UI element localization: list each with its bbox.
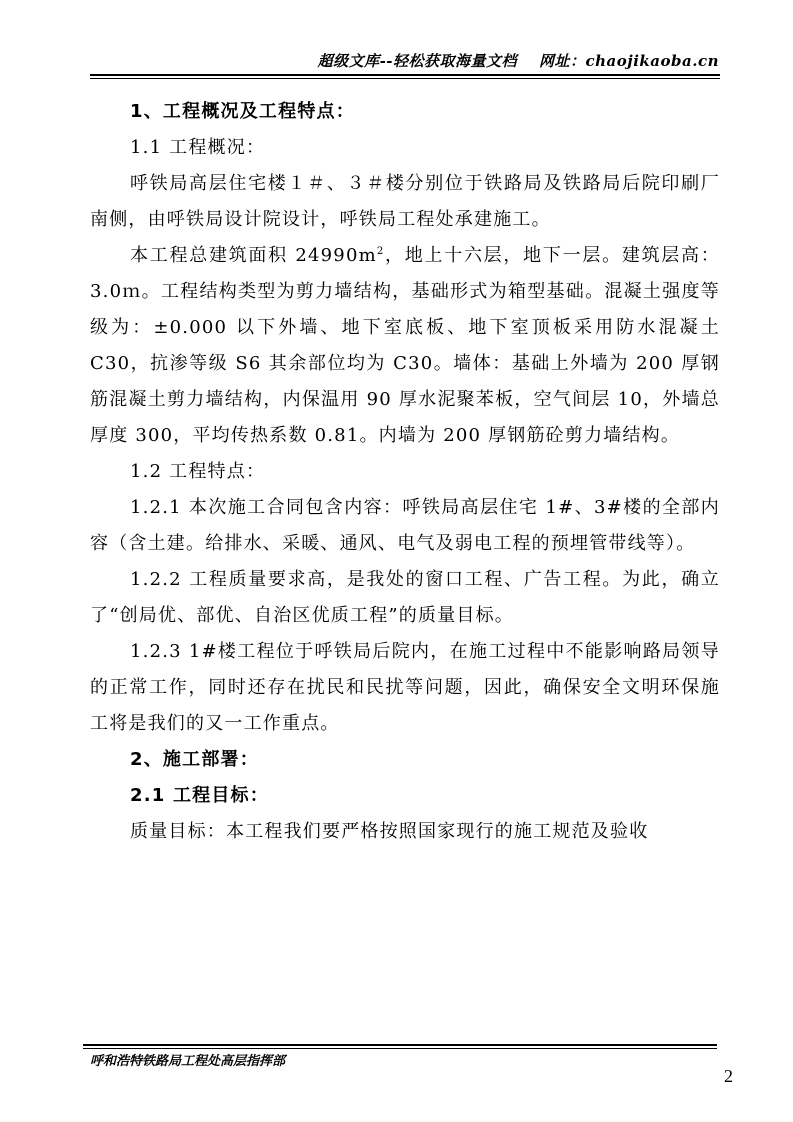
text-specs: ，地上十六层，地下一层。建筑层高：3.0ｍ。工程结构类型为剪力墙结构，基础形式为箱型基础。混凝土强度等级为：±0.000 以下外墙、地下室底板、地下室顶板采用防水混凝土 C30，抗渗等级 S6 其余部位均为 C30。墙体：基础上外墙为 200 厚钢筋混凝土剪力墙结构，内保温用 90 厚水泥聚苯板，空气间层 10，外墙总厚度 300，平均传热系数 0.81。内墙为 200 厚钢筋砼剪力墙结构。 bbox=[90, 245, 720, 446]
paragraph-quality-goal: 质量目标：本工程我们要严格按照国家现行的施工规范及验收 bbox=[130, 821, 649, 842]
superscript: 2 bbox=[376, 246, 385, 257]
document-body bbox=[90, 94, 720, 850]
paragraph-building-specs bbox=[90, 238, 720, 454]
section-heading-2: 2、施工部署： bbox=[130, 749, 259, 770]
section-heading-1: 1、工程概况及工程特点： bbox=[130, 101, 355, 122]
header-rule bbox=[90, 74, 720, 79]
page-number: 2 bbox=[724, 1066, 733, 1086]
subsection-heading-1-2: 1.2 工程特点： bbox=[130, 461, 266, 482]
paragraph-1-2-1: 1.2.1 本次施工合同包含内容：呼铁局高层住宅 1#、3#楼的全部内容（含土建。给排水、采暖、通风、电气及弱电工程的预埋管带线等）。 bbox=[90, 497, 720, 554]
header-url: 网址：chaojikaoba.cn bbox=[539, 52, 719, 70]
header-site-title: 超级文库--轻松获取海量文档 bbox=[317, 52, 518, 70]
subsection-heading-2-1: 2.1 工程目标： bbox=[130, 785, 269, 806]
footer-org: 呼和浩特铁路局工程处高层指挥部 bbox=[90, 1054, 286, 1069]
paragraph-1-2-3: 1.2.3 1#楼工程位于呼铁局后院内，在施工过程中不能影响路局领导的正常工作，同时还存在扰民和民扰等问题，因此，确保安全文明环保施工将是我们的又一工作重点。 bbox=[90, 641, 720, 734]
page-header bbox=[318, 50, 719, 71]
paragraph-1-2-2: 1.2.2 工程质量要求高，是我处的窗口工程、广告工程。为此，确立了“创局优、部优、自治区优质工程”的质量目标。 bbox=[90, 569, 720, 626]
text-area: 本工程总建筑面积 24990m bbox=[130, 245, 377, 266]
footer-rule bbox=[83, 1044, 717, 1049]
paragraph-overview: 呼铁局高层住宅楼１＃、３＃楼分别位于铁路局及铁路局后院印刷厂南侧，由呼铁局设计院设计，呼铁局工程处承建施工。 bbox=[90, 173, 720, 230]
subsection-heading-1-1: 1.1 工程概况： bbox=[130, 137, 266, 158]
